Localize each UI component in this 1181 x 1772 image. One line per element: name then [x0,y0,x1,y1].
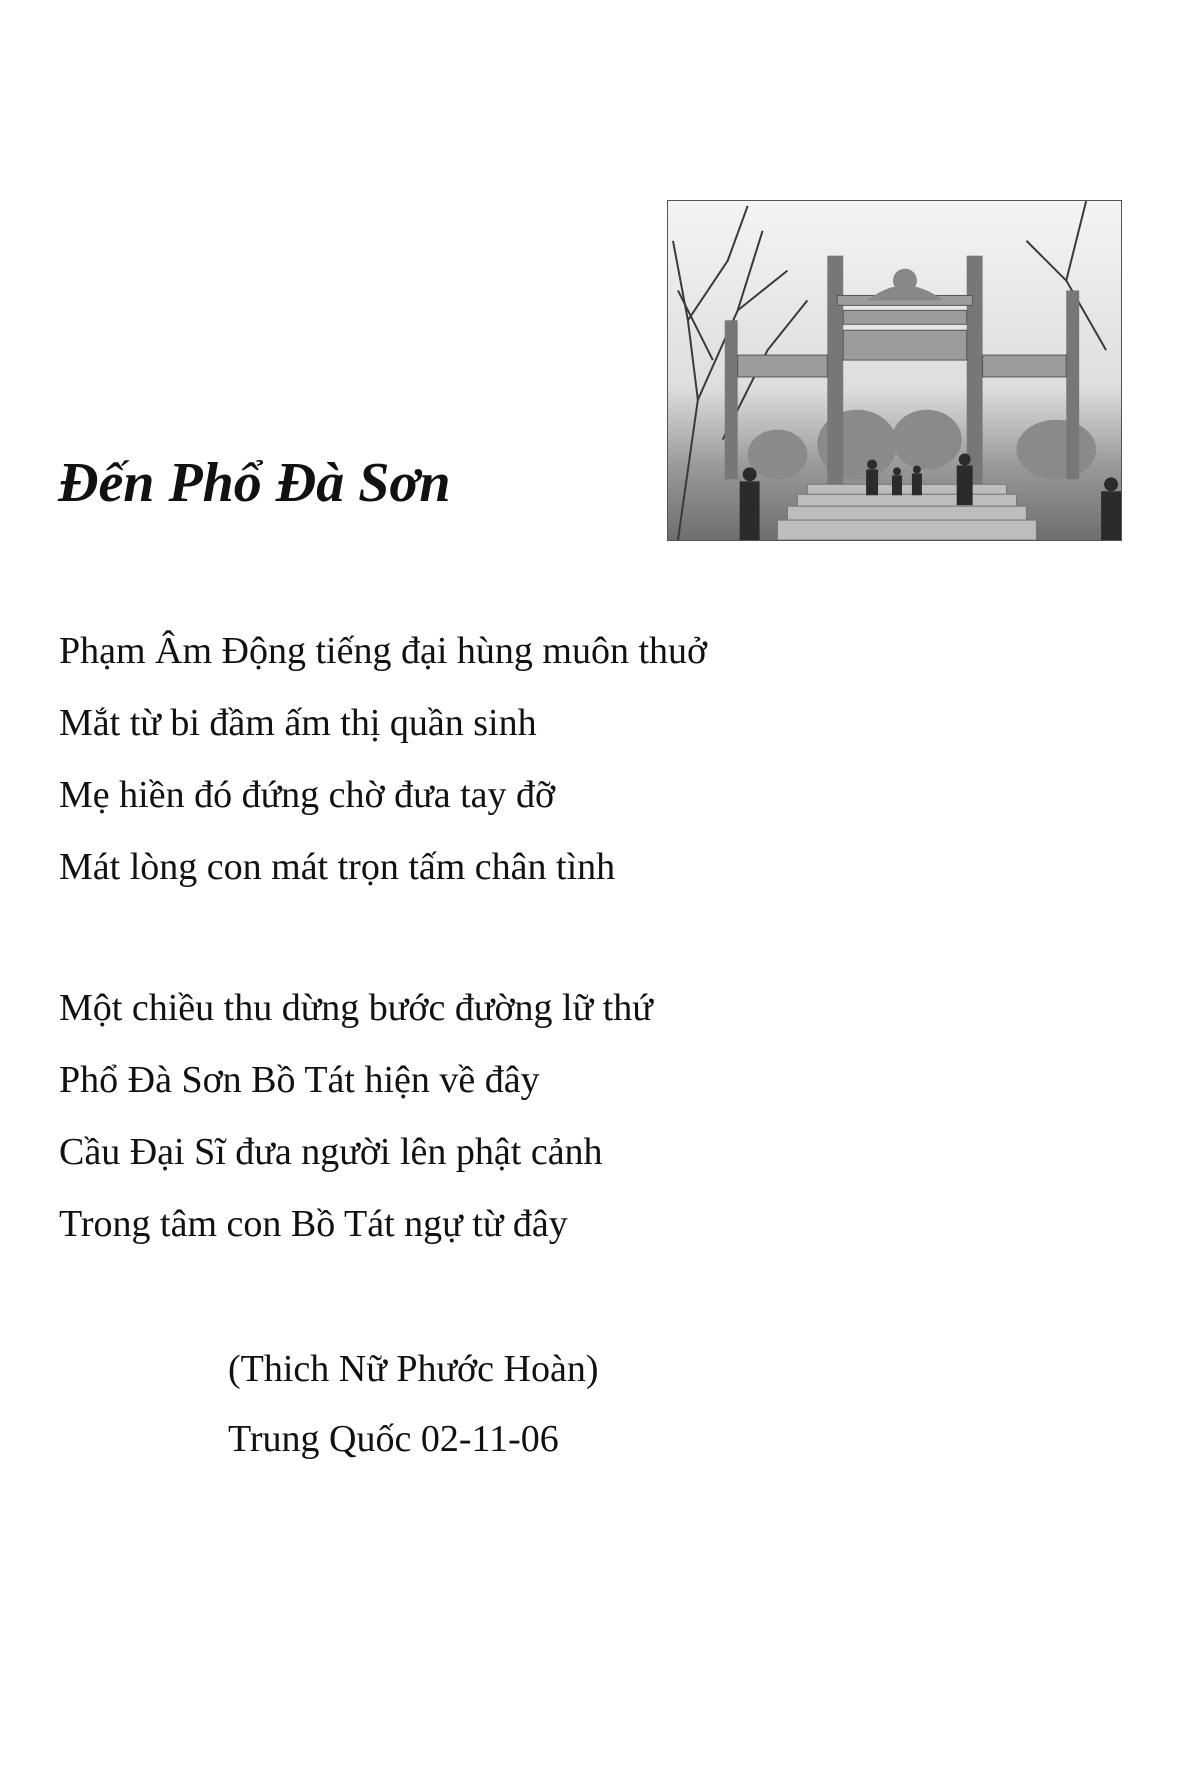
signature-block [228,1334,598,1474]
gate-ornament [867,269,943,301]
poem-title: Đến Phổ Đà Sơn [58,452,451,514]
verse-line: Một chiều thu dừng bước đường lữ thứ [59,987,653,1029]
temple-gate-photo [667,200,1122,541]
temple-gate-illustration [668,201,1121,540]
verse-line: Mẹ hiền đó đứng chờ đưa tay đỡ [59,774,556,816]
verse-line: Cầu Đại Sĩ đưa người lên phật cảnh [59,1131,603,1173]
author-name: (Thich Nữ Phước Hoàn) [228,1348,599,1390]
verse-line: Trong tâm con Bồ Tát ngự từ đây [59,1203,568,1245]
distant-trees [748,410,1096,480]
gate-steps [778,484,1037,540]
verse-line: Mát lòng con mát trọn tấm chân tình [59,846,616,888]
gate-beams [738,295,1067,377]
verse-line: Phạm Âm Động tiếng đại hùng muôn thuở [59,630,708,672]
stanza-1 [59,615,707,903]
verse-line: Mắt từ bi đầm ấm thị quần sinh [59,702,537,744]
stanza-2 [59,972,653,1260]
place-date: Trung Quốc 02-11-06 [228,1418,559,1460]
verse-line: Phổ Đà Sơn Bồ Tát hiện về đây [59,1059,540,1101]
